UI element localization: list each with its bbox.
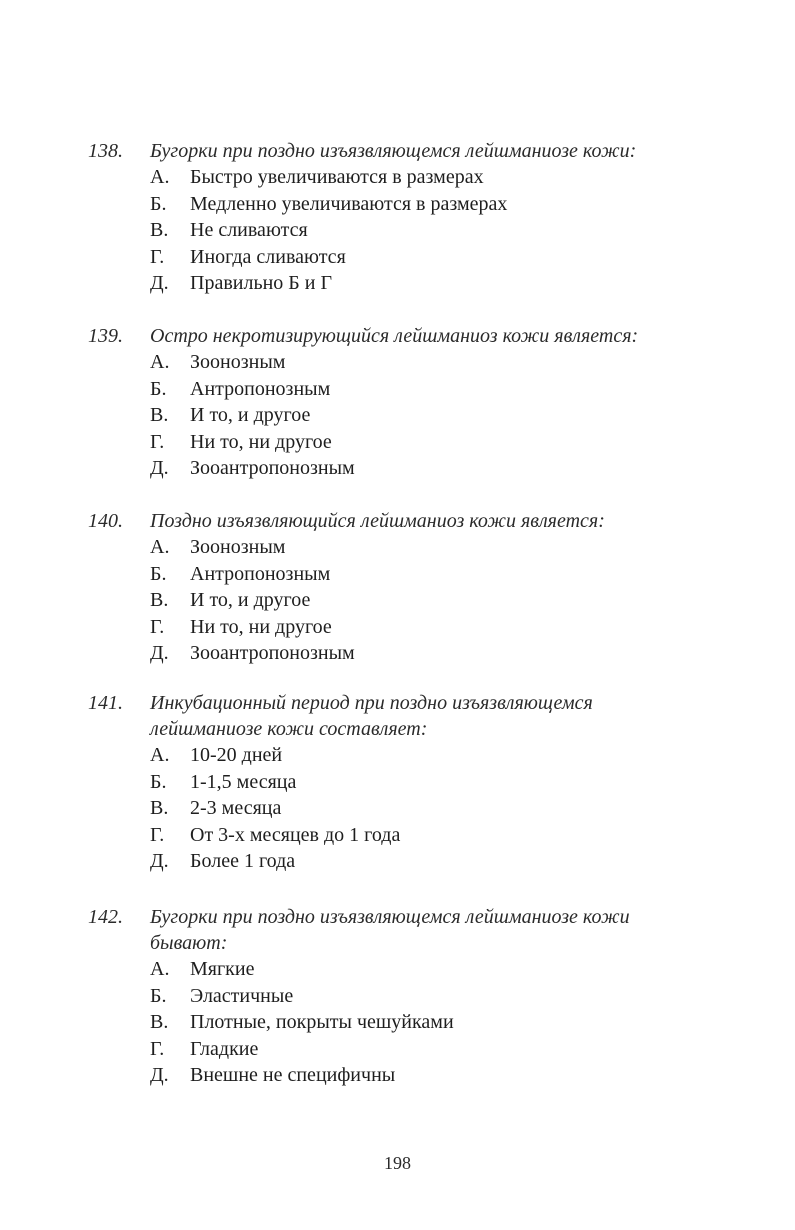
option-text: Внешне не специфичны (190, 1064, 396, 1086)
answer-option (150, 640, 768, 667)
question-text-line: Бугорки при поздно изъязвляющемся лейшманиозе кожи (150, 906, 630, 928)
answer-option (150, 349, 768, 376)
option-letter: Б. (150, 984, 167, 1007)
question-header (88, 508, 768, 534)
option-letter: Г. (150, 823, 165, 846)
option-text: 1-1,5 месяца (190, 770, 297, 793)
answer-option (150, 795, 768, 822)
option-letter: Д. (150, 272, 169, 294)
option-letter: А. (150, 958, 170, 980)
answer-option (150, 1062, 768, 1089)
option-text: И то, и другое (190, 589, 311, 611)
answer-option (150, 455, 768, 482)
option-letter: Д. (150, 642, 169, 664)
question-number: 141. (88, 692, 123, 714)
option-text: Плотные, покрыты чешуйками (190, 1011, 454, 1033)
option-letter: Б. (150, 377, 167, 400)
answer-options (150, 164, 768, 297)
option-text: Более 1 года (190, 850, 296, 872)
option-text: И то, и другое (190, 404, 311, 426)
option-letter: Б. (150, 192, 167, 215)
answer-options (150, 742, 768, 875)
option-text: Зооантропонозным (190, 457, 355, 479)
answer-option (150, 270, 768, 297)
option-text: Ни то, ни другое (190, 430, 332, 453)
option-letter: Б. (150, 770, 167, 793)
answer-option (150, 769, 768, 796)
option-letter: В. (150, 589, 169, 611)
answer-option (150, 587, 768, 614)
question-number: 142. (88, 906, 123, 928)
answer-option (150, 822, 768, 849)
question-header (88, 323, 768, 349)
question-number: 140. (88, 510, 123, 532)
question-140 (88, 508, 768, 667)
answer-option (150, 164, 768, 191)
answer-options (150, 956, 768, 1089)
question-138 (88, 138, 768, 297)
page-number: 198 (384, 1153, 411, 1173)
option-text: Правильно Б и Г (190, 272, 333, 294)
option-text: Эластичные (190, 984, 294, 1007)
question-text: Остро некротизирующийся лейшманиоз кожи является: (150, 325, 639, 347)
option-letter: Г. (150, 245, 165, 268)
answer-option (150, 956, 768, 983)
option-text: Зоонозным (190, 536, 286, 558)
option-letter: Д. (150, 457, 169, 479)
option-text: Зоонозным (190, 351, 286, 373)
question-text-line: Инкубационный период при поздно изъязвляющемся (150, 692, 593, 714)
option-letter: Г. (150, 1037, 165, 1060)
option-text: Быстро увеличиваются в размерах (190, 166, 484, 188)
option-letter: А. (150, 536, 170, 558)
option-letter: А. (150, 351, 170, 373)
option-text: Антропонозным (190, 377, 331, 400)
question-header (88, 690, 768, 742)
option-letter: А. (150, 166, 170, 188)
question-header (88, 138, 768, 164)
answer-option (150, 244, 768, 271)
answer-option (150, 376, 768, 403)
option-letter: В. (150, 797, 169, 819)
option-text: 2-3 месяца (190, 797, 282, 819)
question-number: 138. (88, 140, 123, 162)
option-letter: Д. (150, 1064, 169, 1086)
option-letter: Д. (150, 850, 169, 872)
option-text: Зооантропонозным (190, 642, 355, 664)
answer-option (150, 217, 768, 244)
option-text: Не сливаются (190, 219, 308, 241)
option-text: От 3-х месяцев до 1 года (190, 823, 401, 846)
option-letter: В. (150, 404, 169, 426)
answer-options (150, 349, 768, 482)
option-text: Антропонозным (190, 562, 331, 585)
option-text: Медленно увеличиваются в размерах (190, 192, 508, 215)
option-letter: Г. (150, 430, 165, 453)
option-letter: А. (150, 744, 170, 766)
option-letter: Б. (150, 562, 167, 585)
question-text (150, 904, 768, 956)
answer-option (150, 561, 768, 588)
answer-option (150, 402, 768, 429)
question-139 (88, 323, 768, 482)
option-letter: В. (150, 219, 169, 241)
option-text: 10-20 дней (190, 744, 283, 766)
option-text: Гладкие (190, 1037, 259, 1060)
answer-option (150, 191, 768, 218)
question-text-line: лейшманиозе кожи составляет: (150, 718, 428, 740)
question-number: 139. (88, 325, 123, 347)
answer-option (150, 614, 768, 641)
question-text-line: бывают: (150, 932, 228, 954)
option-letter: В. (150, 1011, 169, 1033)
question-142 (88, 904, 768, 1089)
option-letter: Г. (150, 615, 165, 638)
option-text: Иногда сливаются (190, 245, 346, 268)
option-text: Ни то, ни другое (190, 615, 332, 638)
answer-option (150, 983, 768, 1010)
answer-option (150, 1009, 768, 1036)
question-text: Поздно изъязвляющийся лейшманиоз кожи является: (150, 510, 605, 532)
question-header (88, 904, 768, 956)
answer-option (150, 534, 768, 561)
answer-option (150, 742, 768, 769)
question-text: Бугорки при поздно изъязвляющемся лейшманиозе кожи: (150, 140, 637, 162)
answer-option (150, 848, 768, 875)
answer-option (150, 429, 768, 456)
answer-options (150, 534, 768, 667)
option-text: Мягкие (190, 958, 255, 980)
answer-option (150, 1036, 768, 1063)
question-141 (88, 690, 768, 875)
question-text (150, 690, 768, 742)
